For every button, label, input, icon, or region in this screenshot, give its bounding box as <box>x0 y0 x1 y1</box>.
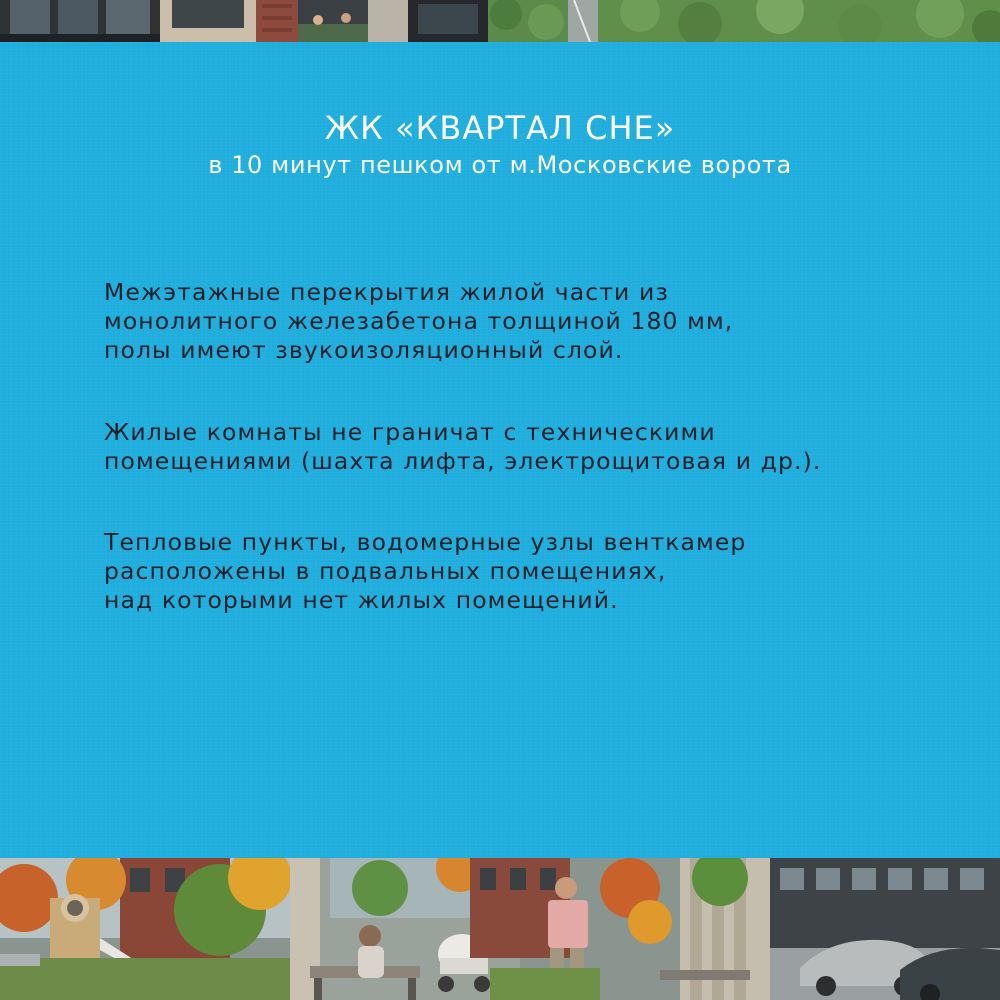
paragraph-line: над которыми нет жилых помещений. <box>104 586 619 614</box>
paragraph-line: полы имеют звукоизоляционный слой. <box>104 336 624 364</box>
paragraph-line: Жилые комнаты не граничат с техническими <box>104 418 716 446</box>
feature-paragraph-rooms <box>104 418 964 476</box>
top-photo-strip-image <box>0 0 1000 42</box>
paragraph-line: Тепловые пункты, водомерные узлы венткамер <box>104 528 747 556</box>
top-photo-strip <box>0 0 1000 42</box>
feature-paragraph-floors <box>104 278 964 365</box>
page-subtitle: в 10 минут пешком от м.Московские ворота <box>208 151 792 179</box>
page-title: ЖК «КВАРТАЛ СНЕ» <box>324 109 676 147</box>
paragraph-line: Межэтажные перекрытия жилой части из <box>104 278 669 306</box>
paragraph-line: расположены в подвальных помещениях, <box>104 557 667 585</box>
bottom-photo-strip-image <box>0 858 1000 1000</box>
feature-paragraph-utilities <box>104 528 964 615</box>
bottom-photo-strip <box>0 858 1000 1000</box>
paragraph-line: помещениями (шахта лифта, электрощитовая и др.). <box>104 447 822 475</box>
paragraph-line: монолитного железабетона толщиной 180 мм, <box>104 307 734 335</box>
